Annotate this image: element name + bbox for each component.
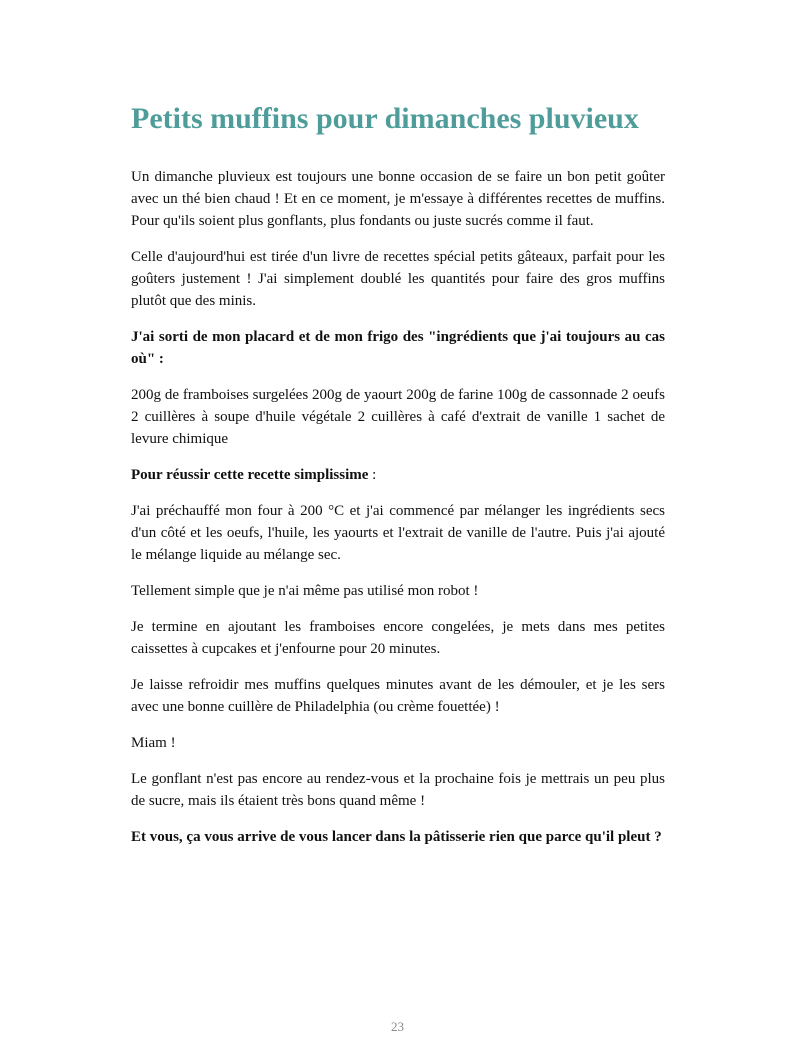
method-heading: Pour réussir cette recette simplissime [131, 467, 369, 483]
source-paragraph: Celle d'aujourd'hui est tirée d'un livre de recettes spécial petits gâteaux, parfait pour les goûters justement ! J'ai simplement doublé les quantités pour faire des gros muffins plutôt que des minis. [131, 249, 665, 309]
intro-paragraph: Un dimanche pluvieux est toujours une bonne occasion de se faire un bon petit goûter avec un thé bien chaud ! Et en ce moment, je m'essaye à différentes recettes de muffins. Pour qu'ils soient plus gonflants, plus fondants ou juste sucrés comme il faut. [131, 169, 665, 229]
miam-paragraph: Miam ! [131, 735, 176, 751]
step-2-paragraph: Tellement simple que je n'ai même pas utilisé mon robot ! [131, 583, 479, 599]
method-heading-line [131, 464, 665, 486]
page-number: 23 [391, 1019, 404, 1034]
conclusion-paragraph: Le gonflant n'est pas encore au rendez-vous et la prochaine fois je mettrais un peu plus de sucre, mais ils étaient très bons quand même ! [131, 771, 665, 809]
step-1-paragraph: J'ai préchauffé mon four à 200 °C et j'ai commencé par mélanger les ingrédients secs d'un côté et les oeufs, l'huile, les yaourts et l'extrait de vanille de l'autre. Puis j'ai ajouté le mélange liquide au mélange sec. [131, 503, 665, 563]
page-title: Petits muffins pour dimanches pluvieux [131, 102, 639, 135]
closing-question: Et vous, ça vous arrive de vous lancer dans la pâtisserie rien que parce qu'il pleut ? [131, 829, 662, 845]
step-3-paragraph: Je termine en ajoutant les framboises encore congelées, je mets dans mes petites caissettes à cupcakes et j'enfourne pour 20 minutes. [131, 619, 665, 657]
page-content [131, 100, 665, 862]
ingredients-heading: J'ai sorti de mon placard et de mon frigo des "ingrédients que j'ai toujours au cas où" : [131, 329, 665, 367]
method-heading-tail: : [368, 467, 377, 483]
step-4-paragraph: Je laisse refroidir mes muffins quelques minutes avant de les démouler, et je les sers avec une bonne cuillère de Philadelphia (ou crème fouettée) ! [131, 677, 665, 715]
ingredients-list: 200g de framboises surgelées 200g de yaourt 200g de farine 100g de cassonnade 2 oeufs 2 cuillères à soupe d'huile végétale 2 cuillères à café d'extrait de vanille 1 sachet de levure chimique [131, 387, 665, 447]
